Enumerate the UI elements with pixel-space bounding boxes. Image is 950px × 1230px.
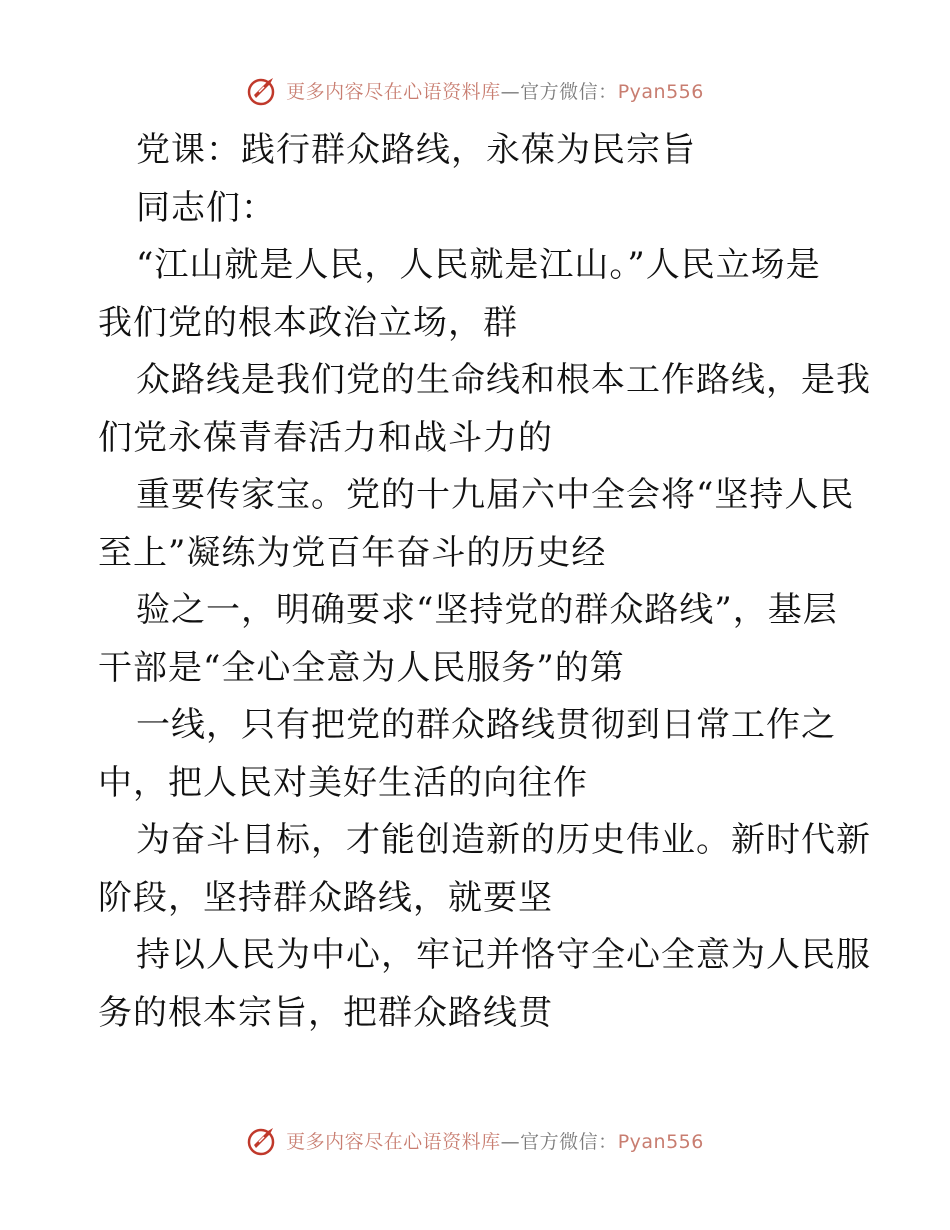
document-greeting: 同志们： xyxy=(136,187,276,228)
document-title: 党课：践行群众路线，永葆为民宗旨 xyxy=(136,130,696,170)
banner-dash: — xyxy=(500,80,521,103)
banner-dash: — xyxy=(500,1130,521,1153)
banner-sub-text: 官方微信： xyxy=(520,80,618,103)
pen-nib-circle-icon xyxy=(246,1123,280,1157)
banner-wechat-id: Pyan556 xyxy=(617,80,704,103)
banner-main-text: 更多内容尽在心语资料库 xyxy=(286,1130,501,1153)
paragraph-line: 干部是“全心全意为人民服务”的第 xyxy=(98,647,625,688)
banner-main-text: 更多内容尽在心语资料库 xyxy=(286,80,501,103)
paragraph-line: 重要传家宝。党的十九届六中全会将“坚持人民 xyxy=(136,475,855,515)
banner-wechat-id: Pyan556 xyxy=(617,1130,704,1153)
pen-nib-circle-icon xyxy=(246,73,280,107)
banner-sub-text: 官方微信： xyxy=(520,1130,618,1153)
paragraph-line: 阶段，坚持群众路线，就要坚 xyxy=(98,877,553,918)
banner-text xyxy=(286,1127,704,1154)
paragraph-line: 为奋斗目标，才能创造新的历史伟业。新时代新 xyxy=(136,820,871,860)
document-body xyxy=(98,122,871,1042)
paragraph-line: “江山就是人民，人民就是江山。”人民立场是 xyxy=(136,245,821,285)
paragraph-line: 务的根本宗旨，把群众路线贯 xyxy=(98,992,553,1033)
paragraph-line: 众路线是我们党的生命线和根本工作路线，是我 xyxy=(136,360,871,400)
paragraph-line: 一线，只有把党的群众路线贯彻到日常工作之 xyxy=(136,705,836,745)
paragraph-line: 我们党的根本政治立场，群 xyxy=(98,302,518,343)
paragraph-line: 中，把人民对美好生活的向往作 xyxy=(98,762,588,803)
footer-banner xyxy=(0,1120,950,1160)
paragraph-line: 至上”凝练为党百年奋斗的历史经 xyxy=(98,532,607,573)
paragraph-line: 持以人民为中心，牢记并恪守全心全意为人民服 xyxy=(136,935,871,975)
banner-text xyxy=(286,77,704,104)
paragraph-line: 验之一，明确要求“坚持党的群众路线”，基层 xyxy=(136,590,838,630)
paragraph-line: 们党永葆青春活力和战斗力的 xyxy=(98,417,553,458)
header-banner xyxy=(0,70,950,110)
